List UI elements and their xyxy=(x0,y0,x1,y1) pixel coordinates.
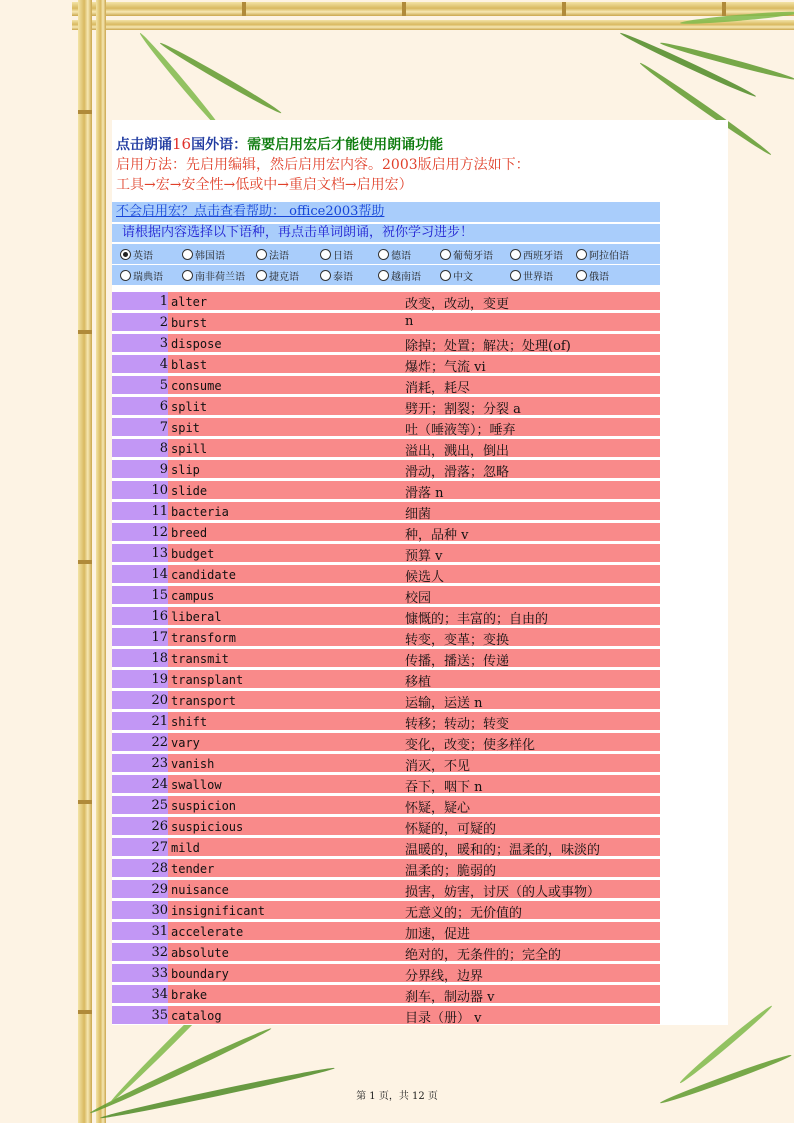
language-option[interactable]: 西班牙语 xyxy=(510,247,563,262)
language-option[interactable]: 越南语 xyxy=(378,268,421,283)
word-row[interactable] xyxy=(112,460,660,478)
word-number: 13 xyxy=(112,544,168,562)
english-word[interactable]: transmit xyxy=(171,652,229,666)
word-row[interactable] xyxy=(112,838,660,856)
radio-icon[interactable] xyxy=(440,249,451,260)
help-bar xyxy=(112,202,660,222)
word-number: 10 xyxy=(112,481,168,499)
radio-icon[interactable] xyxy=(440,270,451,281)
english-word[interactable]: boundary xyxy=(171,967,229,981)
word-number: 23 xyxy=(112,754,168,772)
word-row[interactable] xyxy=(112,523,660,541)
radio-icon[interactable] xyxy=(120,270,131,281)
english-word[interactable]: vanish xyxy=(171,757,215,771)
palm-leaves-bottom-left xyxy=(80,1020,380,1123)
word-row[interactable] xyxy=(112,481,660,499)
chinese-meaning: 怀疑的，可疑的 xyxy=(405,822,497,837)
word-number: 19 xyxy=(112,670,168,688)
chinese-meaning: 怀疑，疑心 xyxy=(405,801,471,816)
word-number: 12 xyxy=(112,523,168,541)
word-number: 33 xyxy=(112,964,168,982)
word-row[interactable] xyxy=(112,1006,660,1024)
word-row[interactable] xyxy=(112,607,660,625)
chinese-meaning: 转移；转动；转变 xyxy=(405,717,510,732)
language-option[interactable]: 泰语 xyxy=(320,268,353,283)
word-row[interactable] xyxy=(112,964,660,982)
chinese-meaning: 细菌 xyxy=(405,507,432,522)
language-option[interactable]: 阿拉伯语 xyxy=(576,247,629,262)
language-option[interactable]: 中文 xyxy=(440,268,473,283)
word-number: 17 xyxy=(112,628,168,646)
word-cell xyxy=(168,313,660,331)
word-number: 30 xyxy=(112,901,168,919)
word-row[interactable] xyxy=(112,733,660,751)
word-row[interactable] xyxy=(112,754,660,772)
chinese-meaning: 滑落 n xyxy=(405,486,444,501)
word-number: 26 xyxy=(112,817,168,835)
radio-icon[interactable] xyxy=(256,249,267,260)
word-number: 4 xyxy=(112,355,168,373)
english-word[interactable]: consume xyxy=(171,379,222,393)
chinese-meaning: 爆炸；气流 vi xyxy=(405,360,486,375)
english-word[interactable]: shift xyxy=(171,715,208,729)
page-number: 第 1 页，共 12 页 xyxy=(356,1091,438,1102)
english-word[interactable]: transplant xyxy=(171,673,244,687)
title-line: 点击朗诵16国外语：需要启用宏后才能使用朗诵功能 xyxy=(116,135,444,153)
word-number: 20 xyxy=(112,691,168,709)
chinese-meaning: 传播，播送；传递 xyxy=(405,654,510,669)
language-option[interactable]: 南非荷兰语 xyxy=(182,268,245,283)
word-number: 1 xyxy=(112,292,168,310)
language-option[interactable]: 世界语 xyxy=(510,268,553,283)
english-word[interactable]: spill xyxy=(171,442,208,456)
chinese-meaning: 校园 xyxy=(405,591,432,606)
palm-leaves-bottom-right xyxy=(640,1020,794,1123)
english-word[interactable]: tender xyxy=(171,862,215,876)
language-option[interactable]: 法语 xyxy=(256,247,289,262)
word-row[interactable] xyxy=(112,775,660,793)
word-row[interactable] xyxy=(112,292,660,310)
chinese-meaning: 损害，妨害，讨厌（的人或事物） xyxy=(405,885,601,900)
english-word[interactable]: blast xyxy=(171,358,208,372)
instruction-bar: 请根据内容选择以下语种，再点击单词朗诵，祝你学习进步！ xyxy=(112,224,660,242)
language-option[interactable]: 葡萄牙语 xyxy=(440,247,493,262)
english-word[interactable]: mild xyxy=(171,841,200,855)
word-row[interactable] xyxy=(112,817,660,835)
word-row[interactable] xyxy=(112,985,660,1003)
word-row[interactable] xyxy=(112,922,660,940)
word-number: 28 xyxy=(112,859,168,877)
document-sheet xyxy=(112,120,728,1025)
chinese-meaning: 移植 xyxy=(405,675,432,690)
english-word[interactable]: spit xyxy=(171,421,200,435)
radio-icon[interactable] xyxy=(378,270,389,281)
chinese-meaning: 候选人 xyxy=(405,570,445,585)
word-number: 14 xyxy=(112,565,168,583)
chinese-meaning: 滑动，滑落；忽略 xyxy=(405,465,510,480)
radio-icon[interactable] xyxy=(378,249,389,260)
chinese-meaning: 溢出，溅出，倒出 xyxy=(405,444,510,459)
radio-icon[interactable] xyxy=(576,249,587,260)
english-word[interactable]: swallow xyxy=(171,778,222,792)
english-word[interactable]: dispose xyxy=(171,337,222,351)
word-number: 31 xyxy=(112,922,168,940)
word-row[interactable] xyxy=(112,313,660,331)
radio-icon[interactable] xyxy=(510,270,521,281)
english-word[interactable]: brake xyxy=(171,988,208,1002)
english-word[interactable]: nuisance xyxy=(171,883,229,897)
english-word[interactable]: split xyxy=(171,400,208,414)
radio-icon[interactable] xyxy=(576,270,587,281)
word-number: 24 xyxy=(112,775,168,793)
word-row[interactable] xyxy=(112,334,660,352)
word-number: 7 xyxy=(112,418,168,436)
english-word[interactable]: budget xyxy=(171,547,215,561)
language-option[interactable]: 英语 xyxy=(120,247,153,262)
language-option[interactable]: 俄语 xyxy=(576,268,609,283)
english-word[interactable]: absolute xyxy=(171,946,229,960)
english-word[interactable]: liberal xyxy=(171,610,222,624)
english-word[interactable]: bacteria xyxy=(171,505,229,519)
word-number: 3 xyxy=(112,334,168,352)
radio-icon[interactable] xyxy=(320,270,331,281)
word-number: 11 xyxy=(112,502,168,520)
chinese-meaning: 变化，改变；使多样化 xyxy=(405,738,536,753)
word-row[interactable] xyxy=(112,670,660,688)
english-word[interactable]: burst xyxy=(171,316,208,330)
word-number: 29 xyxy=(112,880,168,898)
english-word[interactable]: accelerate xyxy=(171,925,244,939)
chinese-meaning: 温柔的；脆弱的 xyxy=(405,864,497,879)
english-word[interactable]: breed xyxy=(171,526,208,540)
enable-steps-text: 工具→宏→安全性→低或中→重启文档→启用宏） xyxy=(116,177,413,193)
english-word[interactable]: candidate xyxy=(171,568,237,582)
palm-leaves-top-right xyxy=(560,0,794,140)
chinese-meaning: 绝对的，无条件的；完全的 xyxy=(405,948,562,963)
word-row[interactable] xyxy=(112,649,660,667)
english-word[interactable]: transform xyxy=(171,631,237,645)
radio-icon[interactable] xyxy=(182,249,193,260)
english-word[interactable]: campus xyxy=(171,589,215,603)
macro-warning: 需要启用宏后才能使用朗诵功能 xyxy=(247,137,444,153)
word-row[interactable] xyxy=(112,943,660,961)
word-number: 9 xyxy=(112,460,168,478)
word-row[interactable] xyxy=(112,880,660,898)
word-row[interactable] xyxy=(112,901,660,919)
chinese-meaning: 吐（唾液等）；唾弃 xyxy=(405,423,516,438)
word-number: 32 xyxy=(112,943,168,961)
radio-selected-icon[interactable] xyxy=(120,249,131,260)
word-number: 22 xyxy=(112,733,168,751)
english-word[interactable]: slip xyxy=(171,463,200,477)
language-option[interactable]: 日语 xyxy=(320,247,353,262)
english-word[interactable]: suspicious xyxy=(171,820,244,834)
english-word[interactable]: slide xyxy=(171,484,208,498)
word-number: 16 xyxy=(112,607,168,625)
radio-icon[interactable] xyxy=(256,270,267,281)
chinese-meaning: 除掉；处置；解决；处理(of) xyxy=(405,339,571,354)
word-number: 27 xyxy=(112,838,168,856)
chinese-meaning: 种，品种 v xyxy=(405,528,469,543)
language-option[interactable]: 韩国语 xyxy=(182,247,225,262)
english-word[interactable]: vary xyxy=(171,736,200,750)
chinese-meaning: 无意义的；无价值的 xyxy=(405,906,523,921)
chinese-meaning: 改变，改动，变更 xyxy=(405,297,510,312)
english-word[interactable]: catalog xyxy=(171,1009,222,1023)
chinese-meaning: 预算 v xyxy=(405,549,443,564)
word-row[interactable] xyxy=(112,796,660,814)
language-option[interactable]: 德语 xyxy=(378,247,411,262)
chinese-meaning: n xyxy=(405,314,414,329)
enable-method-text: 启用方法：先启用编辑，然后启用宏内容。2003版启用方法如下： xyxy=(116,157,530,173)
word-row[interactable] xyxy=(112,502,660,520)
word-number: 35 xyxy=(112,1006,168,1024)
word-row[interactable] xyxy=(112,586,660,604)
word-row[interactable] xyxy=(112,439,660,457)
radio-icon[interactable] xyxy=(510,249,521,260)
language-option[interactable]: 捷克语 xyxy=(256,268,299,283)
word-number: 25 xyxy=(112,796,168,814)
help-link[interactable]: 不会启用宏？点击查看帮助： office2003帮助 xyxy=(116,204,385,219)
chinese-meaning: 吞下，咽下 n xyxy=(405,780,483,795)
chinese-meaning: 转变，变革；变换 xyxy=(405,633,510,648)
word-number: 6 xyxy=(112,397,168,415)
radio-icon[interactable] xyxy=(320,249,331,260)
chinese-meaning: 加速，促进 xyxy=(405,927,471,942)
chinese-meaning: 消灭，不见 xyxy=(405,759,471,774)
word-row[interactable] xyxy=(112,691,660,709)
english-word[interactable]: suspicion xyxy=(171,799,237,813)
english-word[interactable]: transport xyxy=(171,694,237,708)
chinese-meaning: 温暖的，暖和的；温柔的，味淡的 xyxy=(405,843,601,858)
word-row[interactable] xyxy=(112,712,660,730)
english-word[interactable]: insignificant xyxy=(171,904,265,918)
word-number: 15 xyxy=(112,586,168,604)
chinese-meaning: 目录（册） v xyxy=(405,1011,482,1026)
word-row[interactable] xyxy=(112,418,660,436)
word-number: 34 xyxy=(112,985,168,1003)
word-number: 2 xyxy=(112,313,168,331)
chinese-meaning: 慷慨的；丰富的；自由的 xyxy=(405,612,549,627)
chinese-meaning: 运输，运送 n xyxy=(405,696,483,711)
language-option[interactable]: 瑞典语 xyxy=(120,268,163,283)
chinese-meaning: 劈开；割裂；分裂 a xyxy=(405,402,521,417)
chinese-meaning: 分界线，边界 xyxy=(405,969,484,984)
english-word[interactable]: alter xyxy=(171,295,208,309)
word-row[interactable] xyxy=(112,628,660,646)
word-number: 18 xyxy=(112,649,168,667)
radio-icon[interactable] xyxy=(182,270,193,281)
word-row[interactable] xyxy=(112,376,660,394)
chinese-meaning: 消耗，耗尽 xyxy=(405,381,471,396)
word-number: 8 xyxy=(112,439,168,457)
word-number: 21 xyxy=(112,712,168,730)
word-number: 5 xyxy=(112,376,168,394)
palm-leaves-top-left xyxy=(100,20,300,130)
language-row-1 xyxy=(112,244,660,264)
word-row[interactable] xyxy=(112,859,660,877)
word-row[interactable] xyxy=(112,355,660,373)
word-row[interactable] xyxy=(112,544,660,562)
word-row[interactable] xyxy=(112,565,660,583)
chinese-meaning: 刹车，制动器 v xyxy=(405,990,495,1005)
language-row-2 xyxy=(112,265,660,285)
word-row[interactable] xyxy=(112,397,660,415)
